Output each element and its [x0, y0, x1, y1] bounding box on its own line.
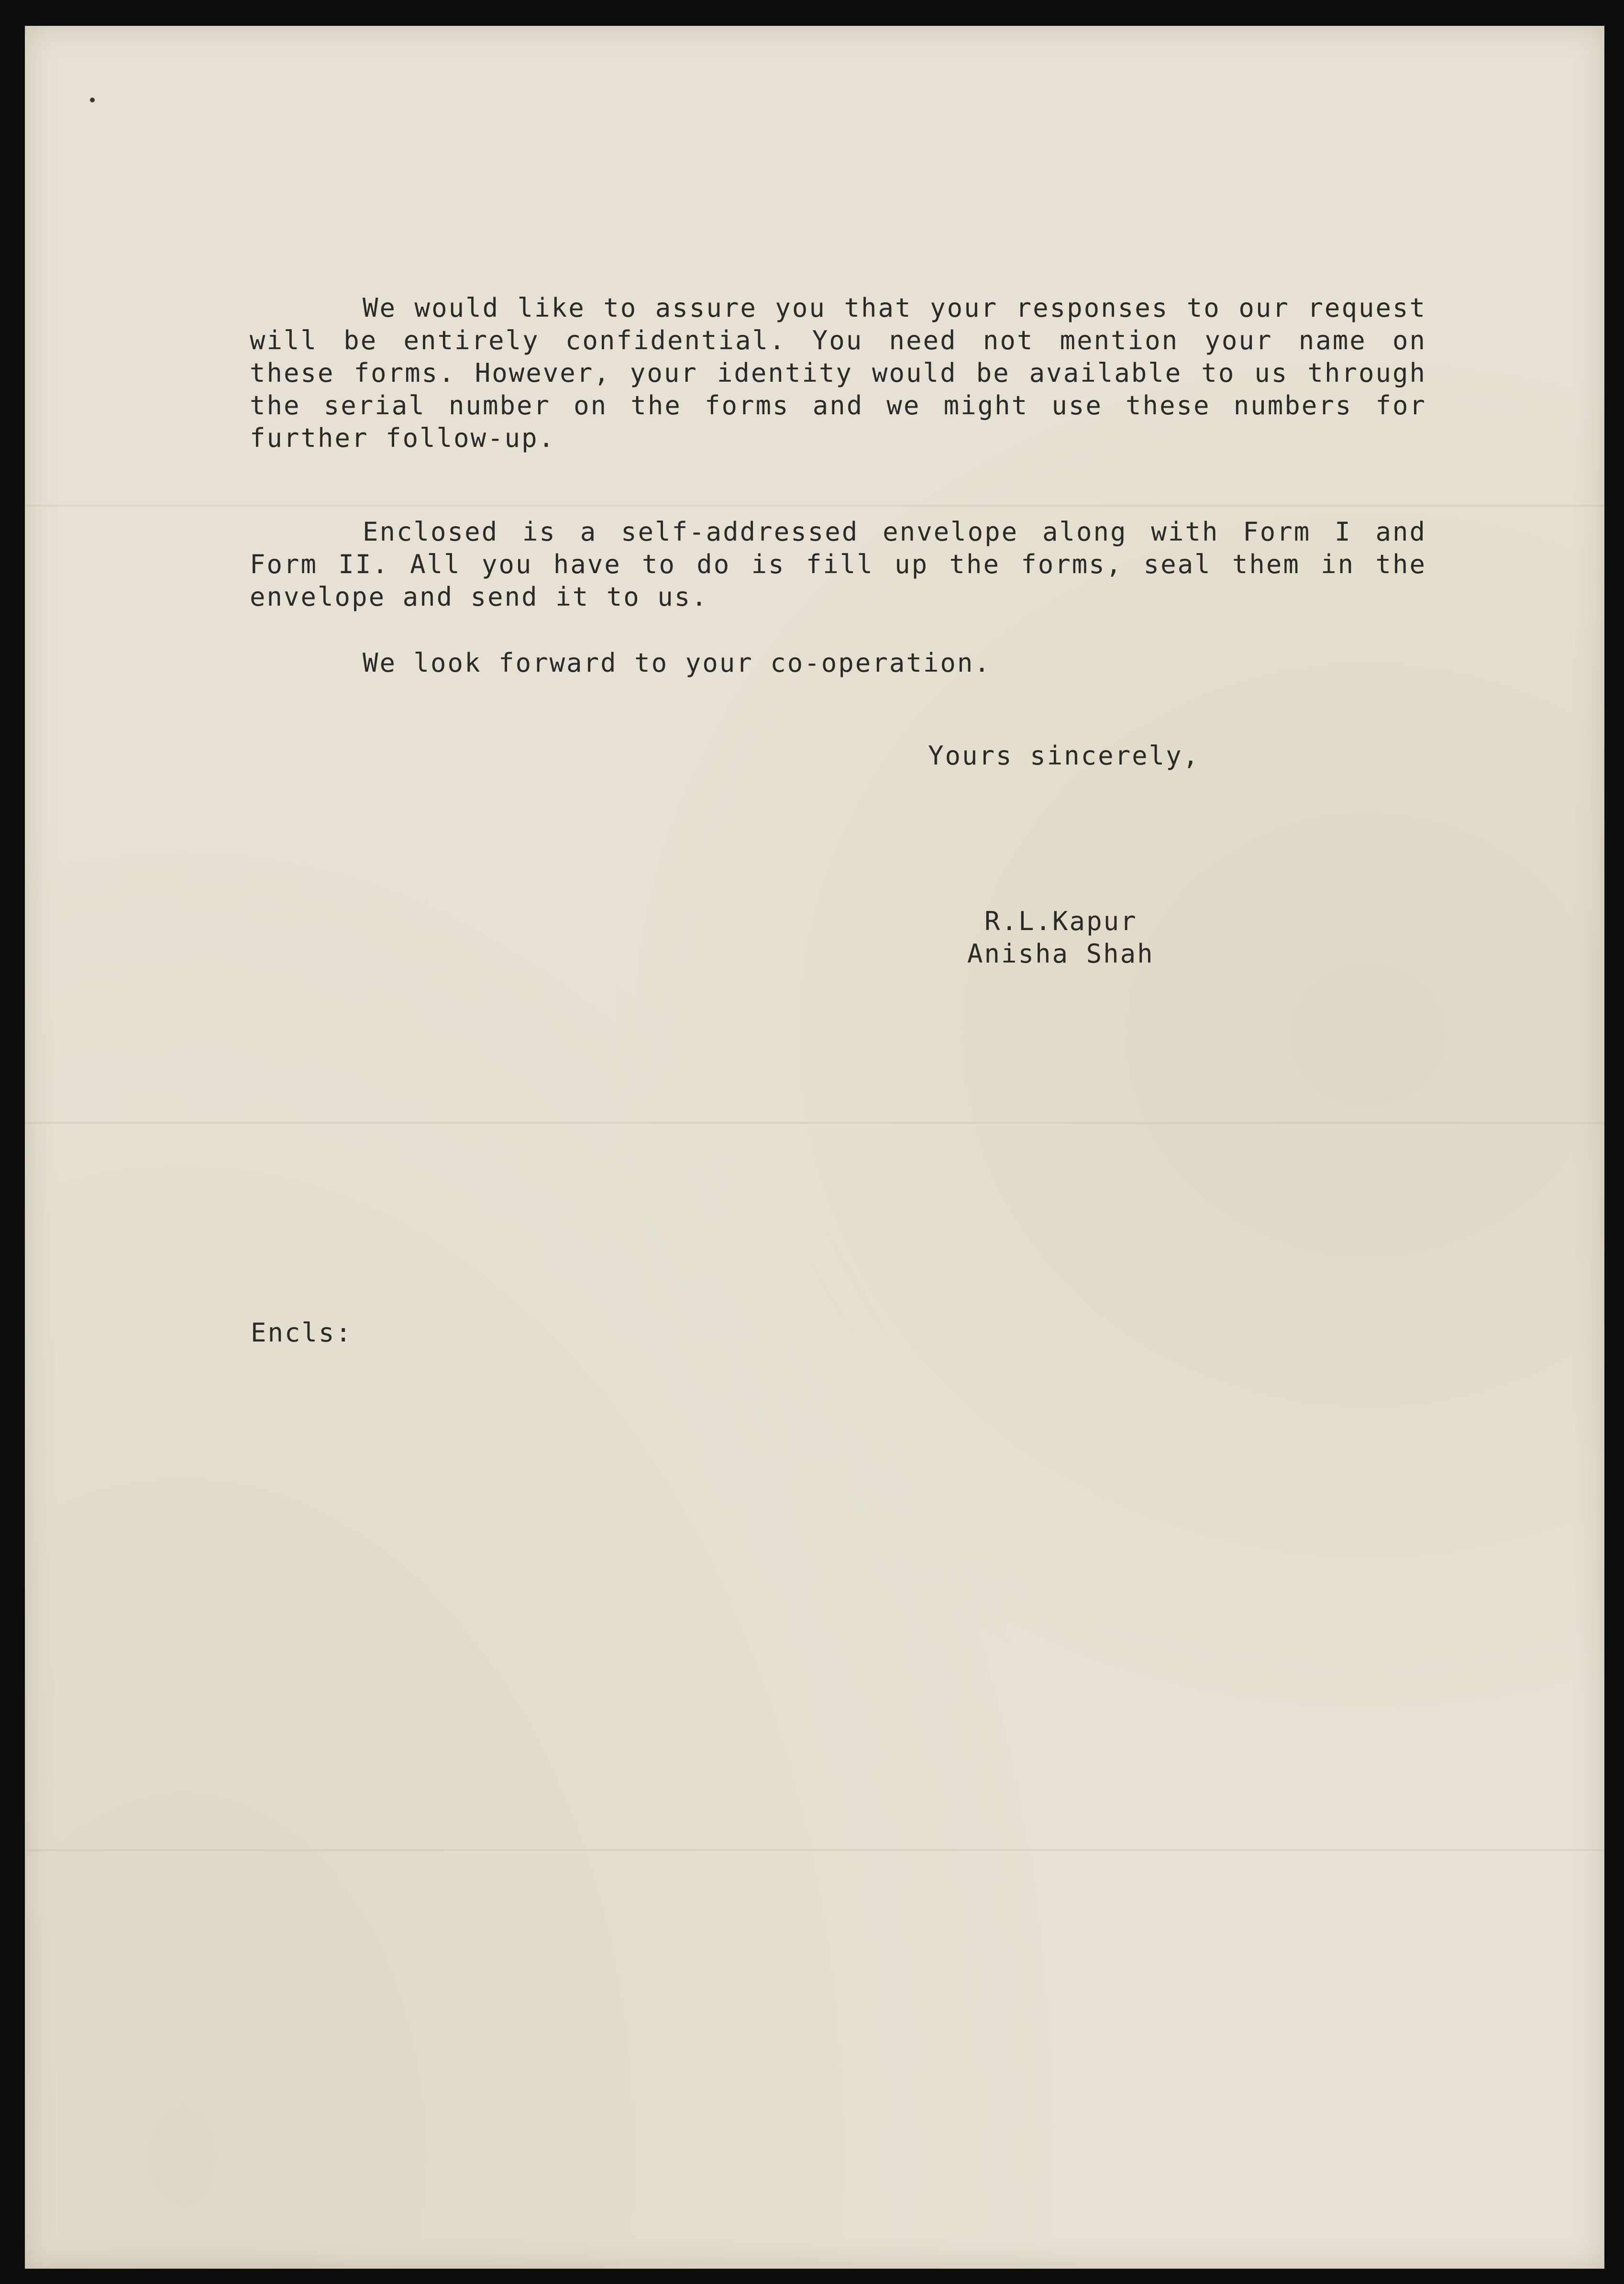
closing-remark-paragraph: We look forward to your co-operation. [363, 648, 991, 678]
letter-page [25, 26, 1604, 2269]
signatory-name: Anisha Shah [967, 939, 1154, 969]
valediction: Yours sincerely, [928, 741, 1200, 771]
enclosures-label: Encls: [251, 1318, 353, 1348]
letter-body [25, 26, 1604, 2269]
confidentiality-paragraph: We would like to assure you that your responses to our request will be entirely confidential. You need not mention your name on these forms. However, your identity would be available to us through the serial number on the forms and we might use these numbers for further follow-up. [250, 293, 1426, 453]
enclosure-paragraph: Enclosed is a self-addressed envelope along with Form I and Form II. All you have to do is fill up the forms, seal them in the envelope and send it to us. [250, 517, 1426, 612]
signatory-name: R.L.Kapur [984, 906, 1138, 936]
